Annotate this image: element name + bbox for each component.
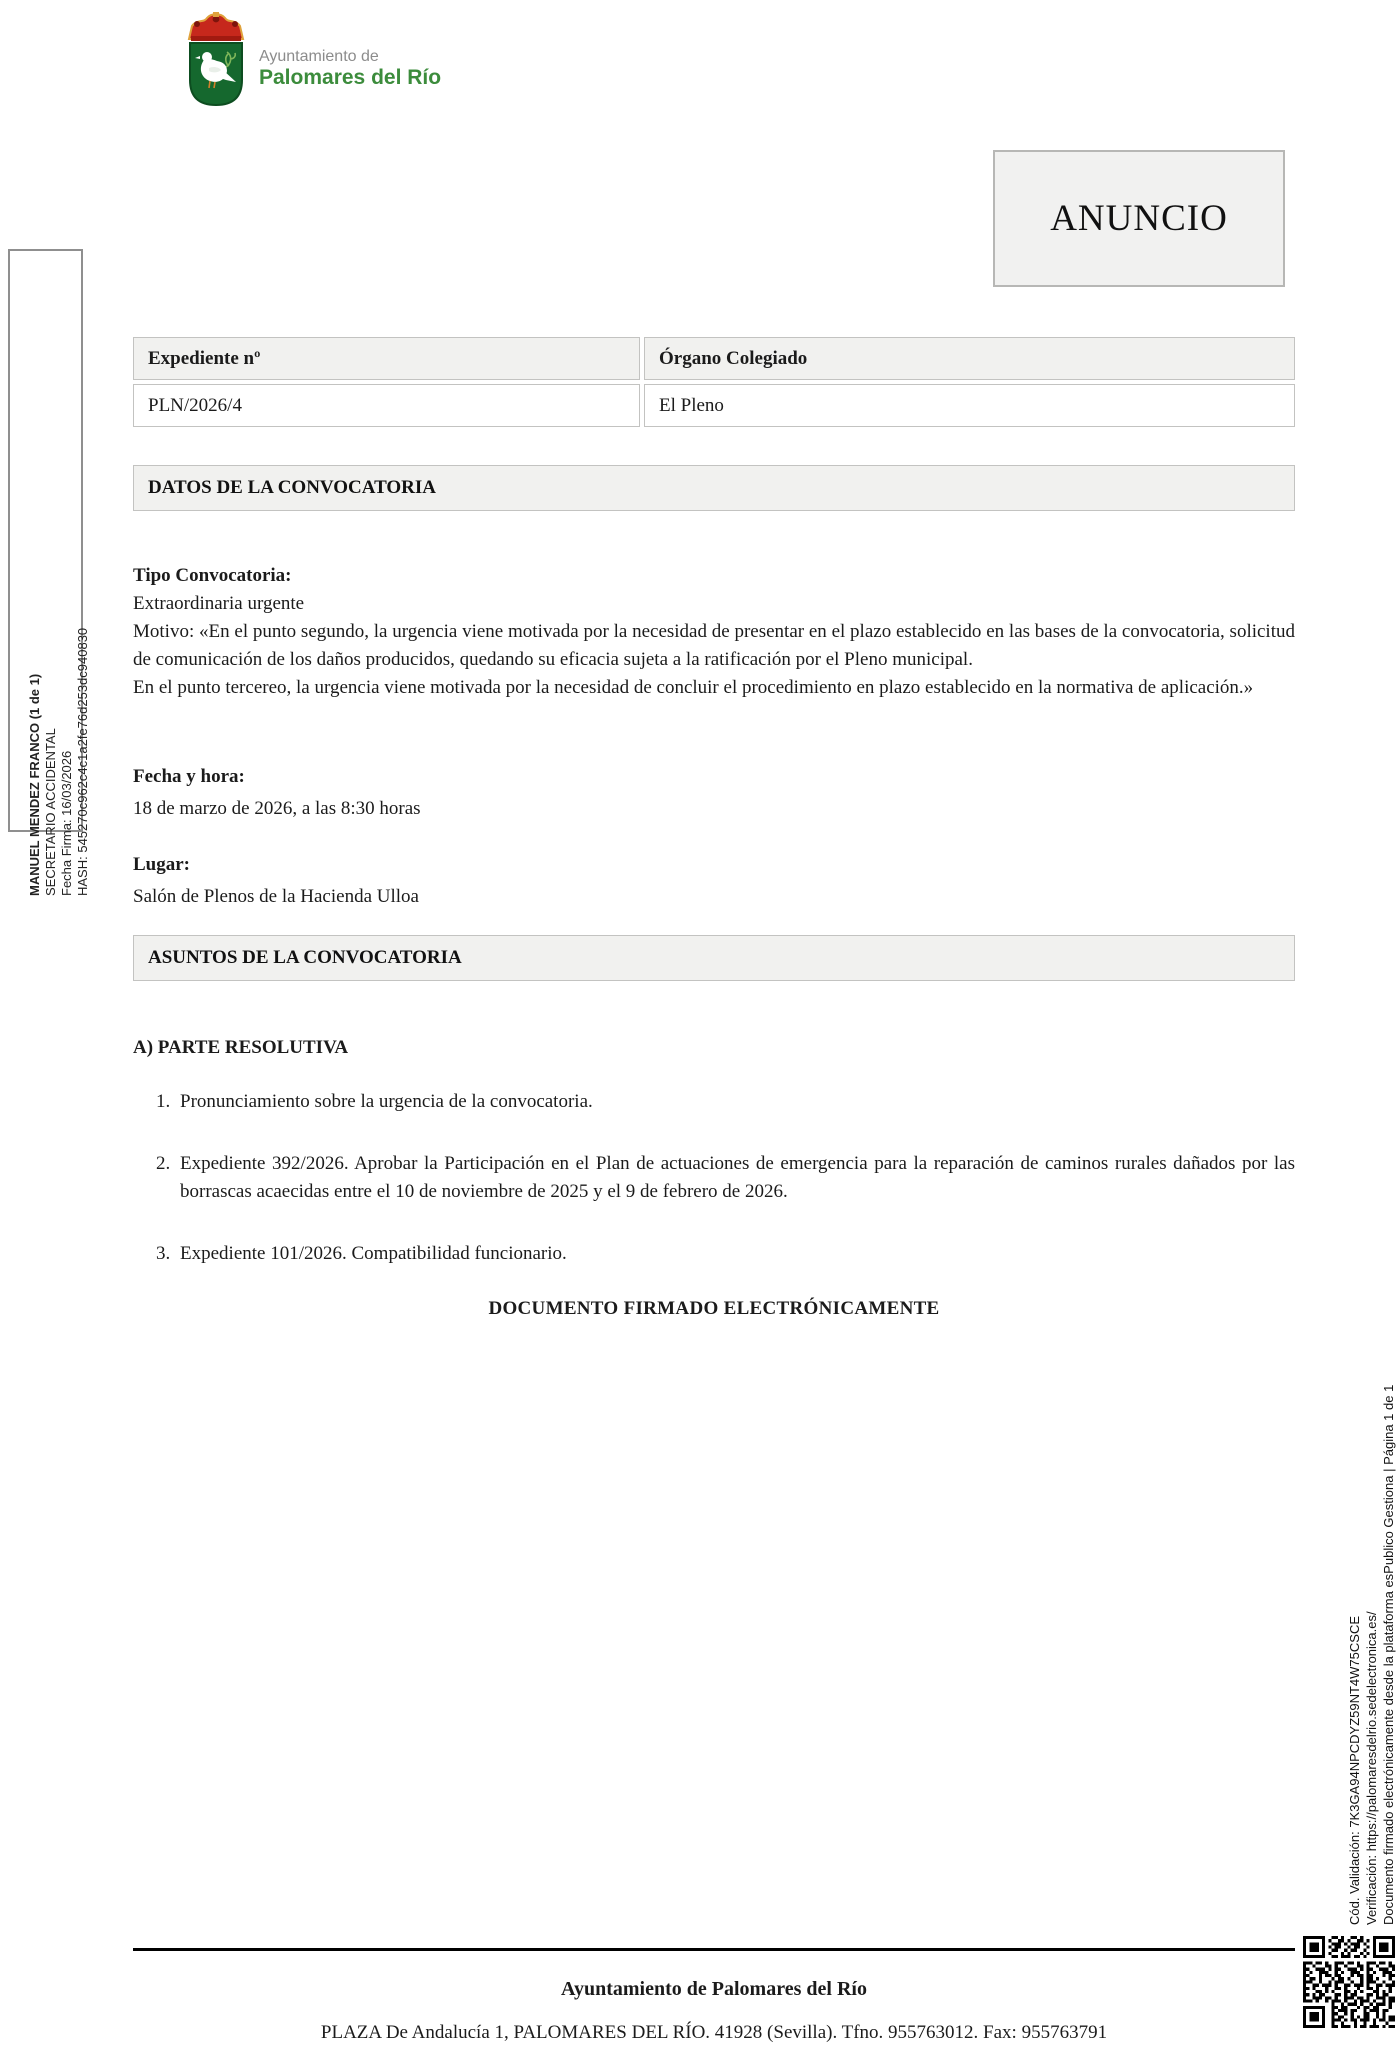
signature-hash: HASH: 545270c962c4c1a2fe76d253dc940830 xyxy=(75,627,90,896)
section-header-datos-label: DATOS DE LA CONVOCATORIA xyxy=(148,477,437,498)
convocatoria-body xyxy=(133,562,1295,702)
validation-code: Cód. Validación: 7K3GA94NPCDYZ59NT4W75CSCE xyxy=(1347,1615,1362,1925)
dove-shield-icon xyxy=(190,43,242,105)
agenda-item-3 xyxy=(133,1240,1295,1268)
lugar-label: Lugar: xyxy=(133,854,190,875)
logo-org-line1: Ayuntamiento de xyxy=(259,48,379,65)
parte-resolutiva-title: A) PARTE RESOLUTIVA xyxy=(133,1037,349,1058)
validation-url: Verificación: https://palomaresdelrio.sedelectronica.es/ xyxy=(1364,1611,1379,1925)
signer-role: SECRETARIO ACCIDENTAL xyxy=(43,728,58,896)
signature-rotated-text xyxy=(27,628,91,896)
agenda-list xyxy=(133,1088,1295,1268)
validation-platform: Documento firmado electrónicamente desde la plataforma esPublico Gestiona | Página 1 de 1 xyxy=(1381,1384,1396,1925)
motivo-paragraph-1: Motivo: «En el punto segundo, la urgencia viene motivada por la necesidad de presentar en el plazo establecido en las bases de la convocatoria, solicitud de comunicación de los daños producidos, quedando su eficacia sujeta a la ratificación por el Pleno municipal. xyxy=(133,621,1295,670)
agenda-item-text: Expediente 101/2026. Compatibilidad funcionario. xyxy=(180,1243,567,1264)
table-value-organo: El Pleno xyxy=(644,384,1295,427)
table-header-expediente: Expediente nº xyxy=(133,337,640,380)
agenda-item-text: Expediente 392/2026. Aprobar la Participación en el Plan de actuaciones de emergencia para la reparación de caminos rurales dañados por las borrascas acaecidas entre el 10 de noviembre de 2025 y el 9 de febrero de 2026. xyxy=(180,1153,1295,1202)
municipality-logo xyxy=(183,12,441,108)
agenda-item-1 xyxy=(133,1088,1295,1116)
fecha-label: Fecha y hora: xyxy=(133,766,245,787)
validation-rotated-text xyxy=(1346,1385,1397,1925)
tipo-convocatoria-label: Tipo Convocatoria: xyxy=(133,565,292,586)
signer-name: MANUEL MENDEZ FRANCO (1 de 1) xyxy=(27,673,42,896)
section-header-asuntos-label: ASUNTOS DE LA CONVOCATORIA xyxy=(148,947,462,968)
tipo-convocatoria-value: Extraordinaria urgente xyxy=(133,593,305,614)
agenda-item-number: 1. xyxy=(156,1091,171,1112)
agenda-item-number: 2. xyxy=(156,1153,171,1174)
agenda-item-number: 3. xyxy=(156,1243,171,1264)
table-header-organo: Órgano Colegiado xyxy=(644,337,1295,380)
fecha-block xyxy=(133,763,1295,823)
footer-divider xyxy=(133,1948,1295,1951)
footer-address: PLAZA De Andalucía 1, PALOMARES DEL RÍO. 41928 (Sevilla). Tfno. 955763012. Fax: 955763791 xyxy=(320,2022,1108,2043)
announcement-title: ANUNCIO xyxy=(1050,198,1228,239)
motivo-paragraph-2: En el punto tercereo, la urgencia viene motivada por la necesidad de concluir el procedimiento en plazo establecido en la normativa de aplicación.» xyxy=(133,677,1254,698)
table-value-expediente: PLN/2026/4 xyxy=(133,384,640,427)
announcement-title-box xyxy=(993,150,1285,287)
qr-code xyxy=(1303,1936,1395,2028)
expediente-table xyxy=(133,337,1295,427)
lugar-block xyxy=(133,851,1295,911)
footer-organization: Ayuntamiento de Palomares del Río xyxy=(561,1978,867,2000)
fecha-value: 18 de marzo de 2026, a las 8:30 horas xyxy=(133,798,421,819)
section-header-asuntos xyxy=(133,935,1295,981)
logo-text xyxy=(259,48,441,108)
logo-org-line2: Palomares del Río xyxy=(259,66,442,89)
signature-margin-box xyxy=(8,249,90,896)
lugar-value: Salón de Plenos de la Hacienda Ulloa xyxy=(133,886,419,907)
agenda-item-text: Pronunciamiento sobre la urgencia de la convocatoria. xyxy=(180,1091,593,1112)
agenda-item-2 xyxy=(133,1150,1295,1206)
logo-emblem xyxy=(183,12,249,108)
signature-date: Fecha Firma: 16/03/2026 xyxy=(59,750,74,896)
section-header-datos xyxy=(133,465,1295,511)
signed-electronically-note: DOCUMENTO FIRMADO ELECTRÓNICAMENTE xyxy=(488,1298,940,1319)
crown-icon xyxy=(183,12,249,108)
